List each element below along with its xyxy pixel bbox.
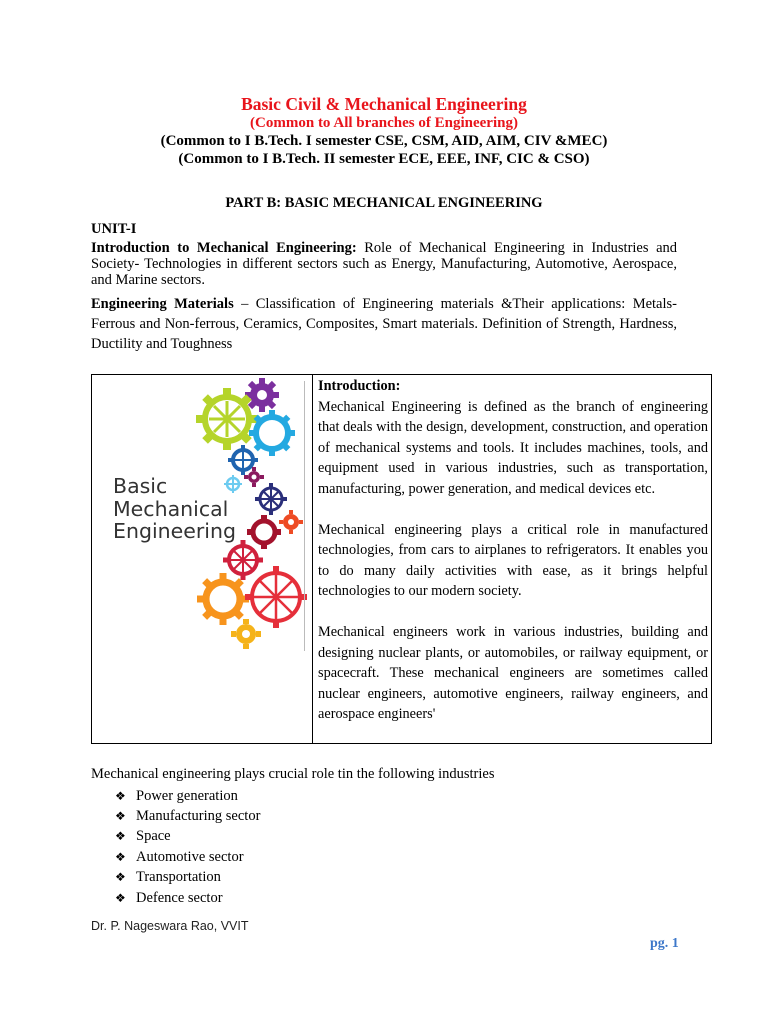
diamond-bullet-icon: ❖ (115, 849, 126, 864)
list-item: ❖ Defence sector (115, 889, 223, 906)
cover-title-line-1: Basic (113, 474, 168, 498)
footer-author: Dr. P. Nageswara Rao, VVIT (91, 919, 249, 933)
document-title: Basic Civil & Mechanical Engineering (241, 94, 527, 114)
intro-cell-para-1: Mechanical Engineering is defined as the branch of engineering that deals with the design, development, construction, and operation of mechanical systems and tools. It includes machines, tools, and equipment used in various industries, such as transportation, manufacturing, power generation, and medical devices etc. (318, 398, 708, 497)
intro-cell-para-3: Mechanical engineers work in various industries, building and designing nuclear plants, or automobiles, or railway equipment, or spacecraft. These mechanical engineers are sometimes called nuclear engineers, automotive engineers, railway engineers, and aerospace engineers' (318, 624, 708, 722)
semester-line-2: (Common to I B.Tech. II semester ECE, EEE, INF, CIC & CSO) (178, 151, 590, 167)
list-item: ❖ Transportation (115, 869, 221, 886)
intro-text-cell (318, 376, 708, 725)
intro-paragraph (91, 240, 677, 288)
materials-text: – Classification of Engineering materials &Their applications: Metals-Ferrous and Non-ferrous, Ceramics, Composites, Smart materials. Definition of Strength, Hardness, Ductility and Toughness (91, 296, 677, 352)
intro-cell-heading: Introduction: (318, 378, 401, 394)
industries-list (115, 786, 260, 908)
table-divider (312, 375, 313, 743)
intro-text: Role of Mechanical Engineering in Industries and Society- Technologies in different sectors such as Energy, Manufacturing, Automotive, Aerospace, and Marine sectors. (91, 240, 677, 288)
list-item: ❖ Manufacturing sector (115, 808, 261, 825)
industries-intro: Mechanical engineering plays crucial role tin the following industries (91, 766, 495, 782)
cover-title-line-3: Engineering (113, 519, 236, 543)
list-item: ❖ Space (115, 828, 171, 845)
diamond-bullet-icon: ❖ (115, 829, 126, 844)
diamond-bullet-icon: ❖ (115, 788, 126, 803)
semester-line-1: (Common to I B.Tech. I semester CSE, CSM, AID, AIM, CIV &MEC) (160, 133, 608, 149)
materials-heading: Engineering Materials (91, 296, 234, 312)
intro-heading: Introduction to Mechanical Engineering: (91, 240, 357, 256)
intro-table (91, 374, 712, 744)
materials-paragraph (91, 294, 677, 354)
intro-cell-para-2: Mechanical engineering plays a critical role in manufactured technologies, from cars to airplanes to refrigerators. It enables you to do many daily activities with ease, as it brings helpful technologies to our modern society. (318, 521, 708, 599)
unit-label: UNIT-I (91, 221, 137, 237)
cover-image (92, 375, 312, 743)
list-item: ❖ Power generation (115, 787, 238, 804)
cover-title (113, 475, 236, 543)
part-title: PART B: BASIC MECHANICAL ENGINEERING (225, 195, 543, 211)
diamond-bullet-icon: ❖ (115, 890, 126, 905)
cover-title-line-2: Mechanical (113, 496, 229, 521)
list-item: ❖ Automotive sector (115, 848, 244, 865)
diamond-bullet-icon: ❖ (115, 809, 126, 824)
title-block (0, 94, 768, 168)
page-number: pg. 1 (650, 936, 679, 951)
document-subtitle: (Common to All branches of Engineering) (250, 115, 518, 131)
cover-divider (304, 381, 305, 651)
diamond-bullet-icon: ❖ (115, 870, 126, 885)
